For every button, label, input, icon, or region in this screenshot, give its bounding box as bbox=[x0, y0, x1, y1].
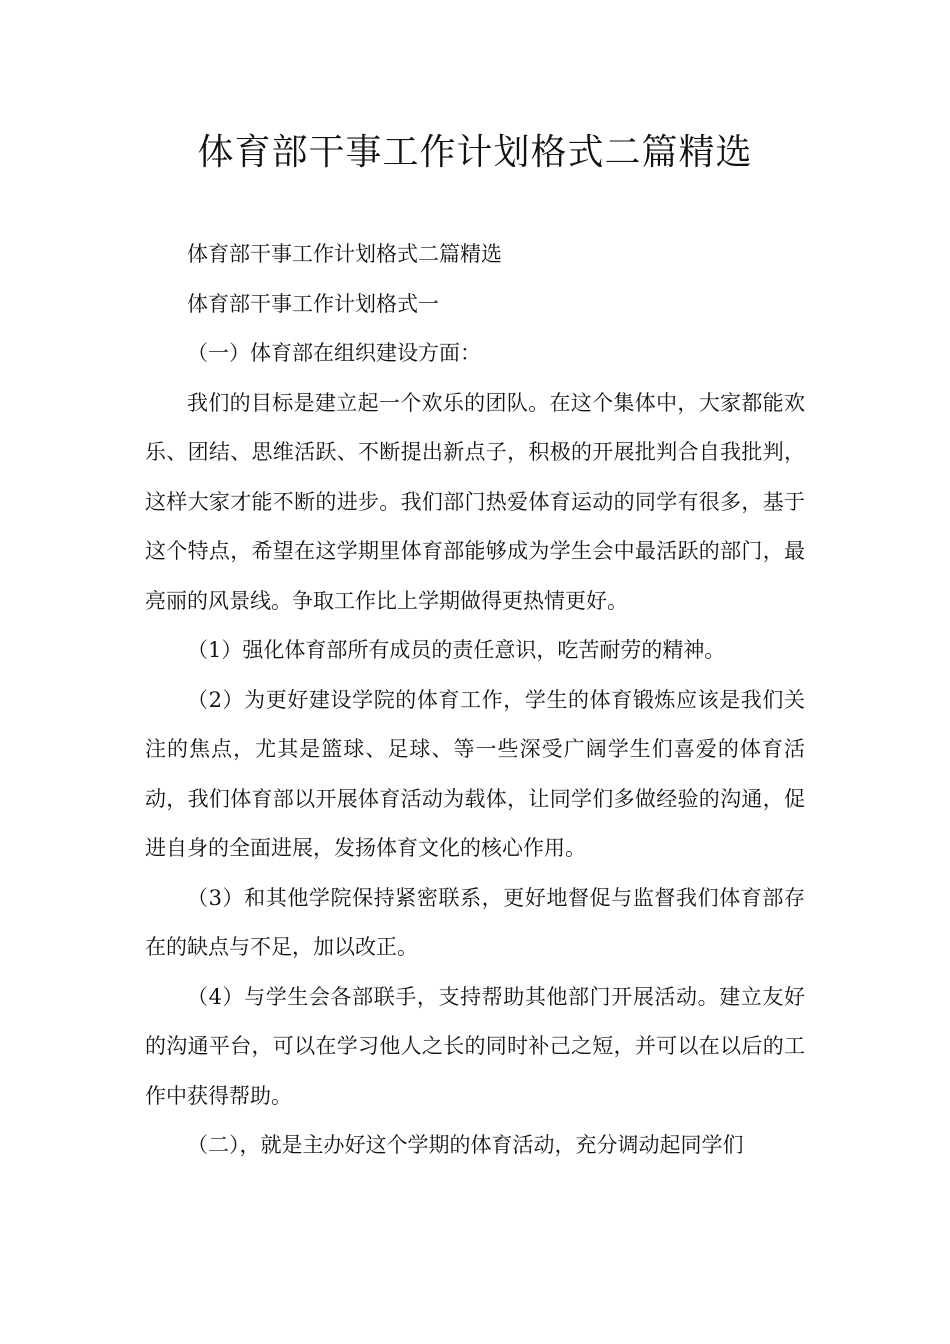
document-title: 体育部干事工作计划格式二篇精选 bbox=[197, 132, 753, 173]
document-body bbox=[145, 230, 805, 1171]
paragraph-team-goal: 我们的目标是建立起一个欢乐的团队。在这个集体中，大家都能欢乐、团结、思维活跃、不断提出新点子，积极的开展批判合自我批判，这样大家才能不断的进步。我们部门热爱体育运动的同学有很多，基于这个特点，希望在这学期里体育部能够成为学生会中最活跃的部门，最亮丽的风景线。争取工作比上学期做得更热情更好。 bbox=[145, 390, 805, 613]
paragraph-item-4: （4）与学生会各部联手，支持帮助其他部门开展活动。建立友好的沟通平台，可以在学习他人之长的同时补己之短，并可以在以后的工作中获得帮助。 bbox=[145, 984, 805, 1108]
paragraph-section-two: （二），就是主办好这个学期的体育活动，充分调动起同学们 bbox=[187, 1133, 744, 1157]
paragraph-item-2: （2）为更好建设学院的体育工作，学生的体育锻炼应该是我们关注的焦点，尤其是篮球、足球、等一些深受广阔学生们喜爱的体育活动，我们体育部以开展体育活动为载体，让同学们多做经验的沟通，促进自身的全面进展，发扬体育文化的核心作用。 bbox=[145, 687, 805, 860]
paragraph-item-3: （3）和其他学院保持紧密联系，更好地督促与监督我们体育部存在的缺点与不足，加以改正。 bbox=[145, 885, 805, 959]
paragraph-plan-one-heading: 体育部干事工作计划格式一 bbox=[187, 291, 439, 316]
paragraph-doc-heading: 体育部干事工作计划格式二篇精选 bbox=[187, 242, 502, 266]
paragraph-section-one-heading: （一）体育部在组织建设方面： bbox=[187, 341, 481, 365]
paragraph-item-1: （1）强化体育部所有成员的责任意识，吃苦耐劳的精神。 bbox=[187, 638, 726, 662]
